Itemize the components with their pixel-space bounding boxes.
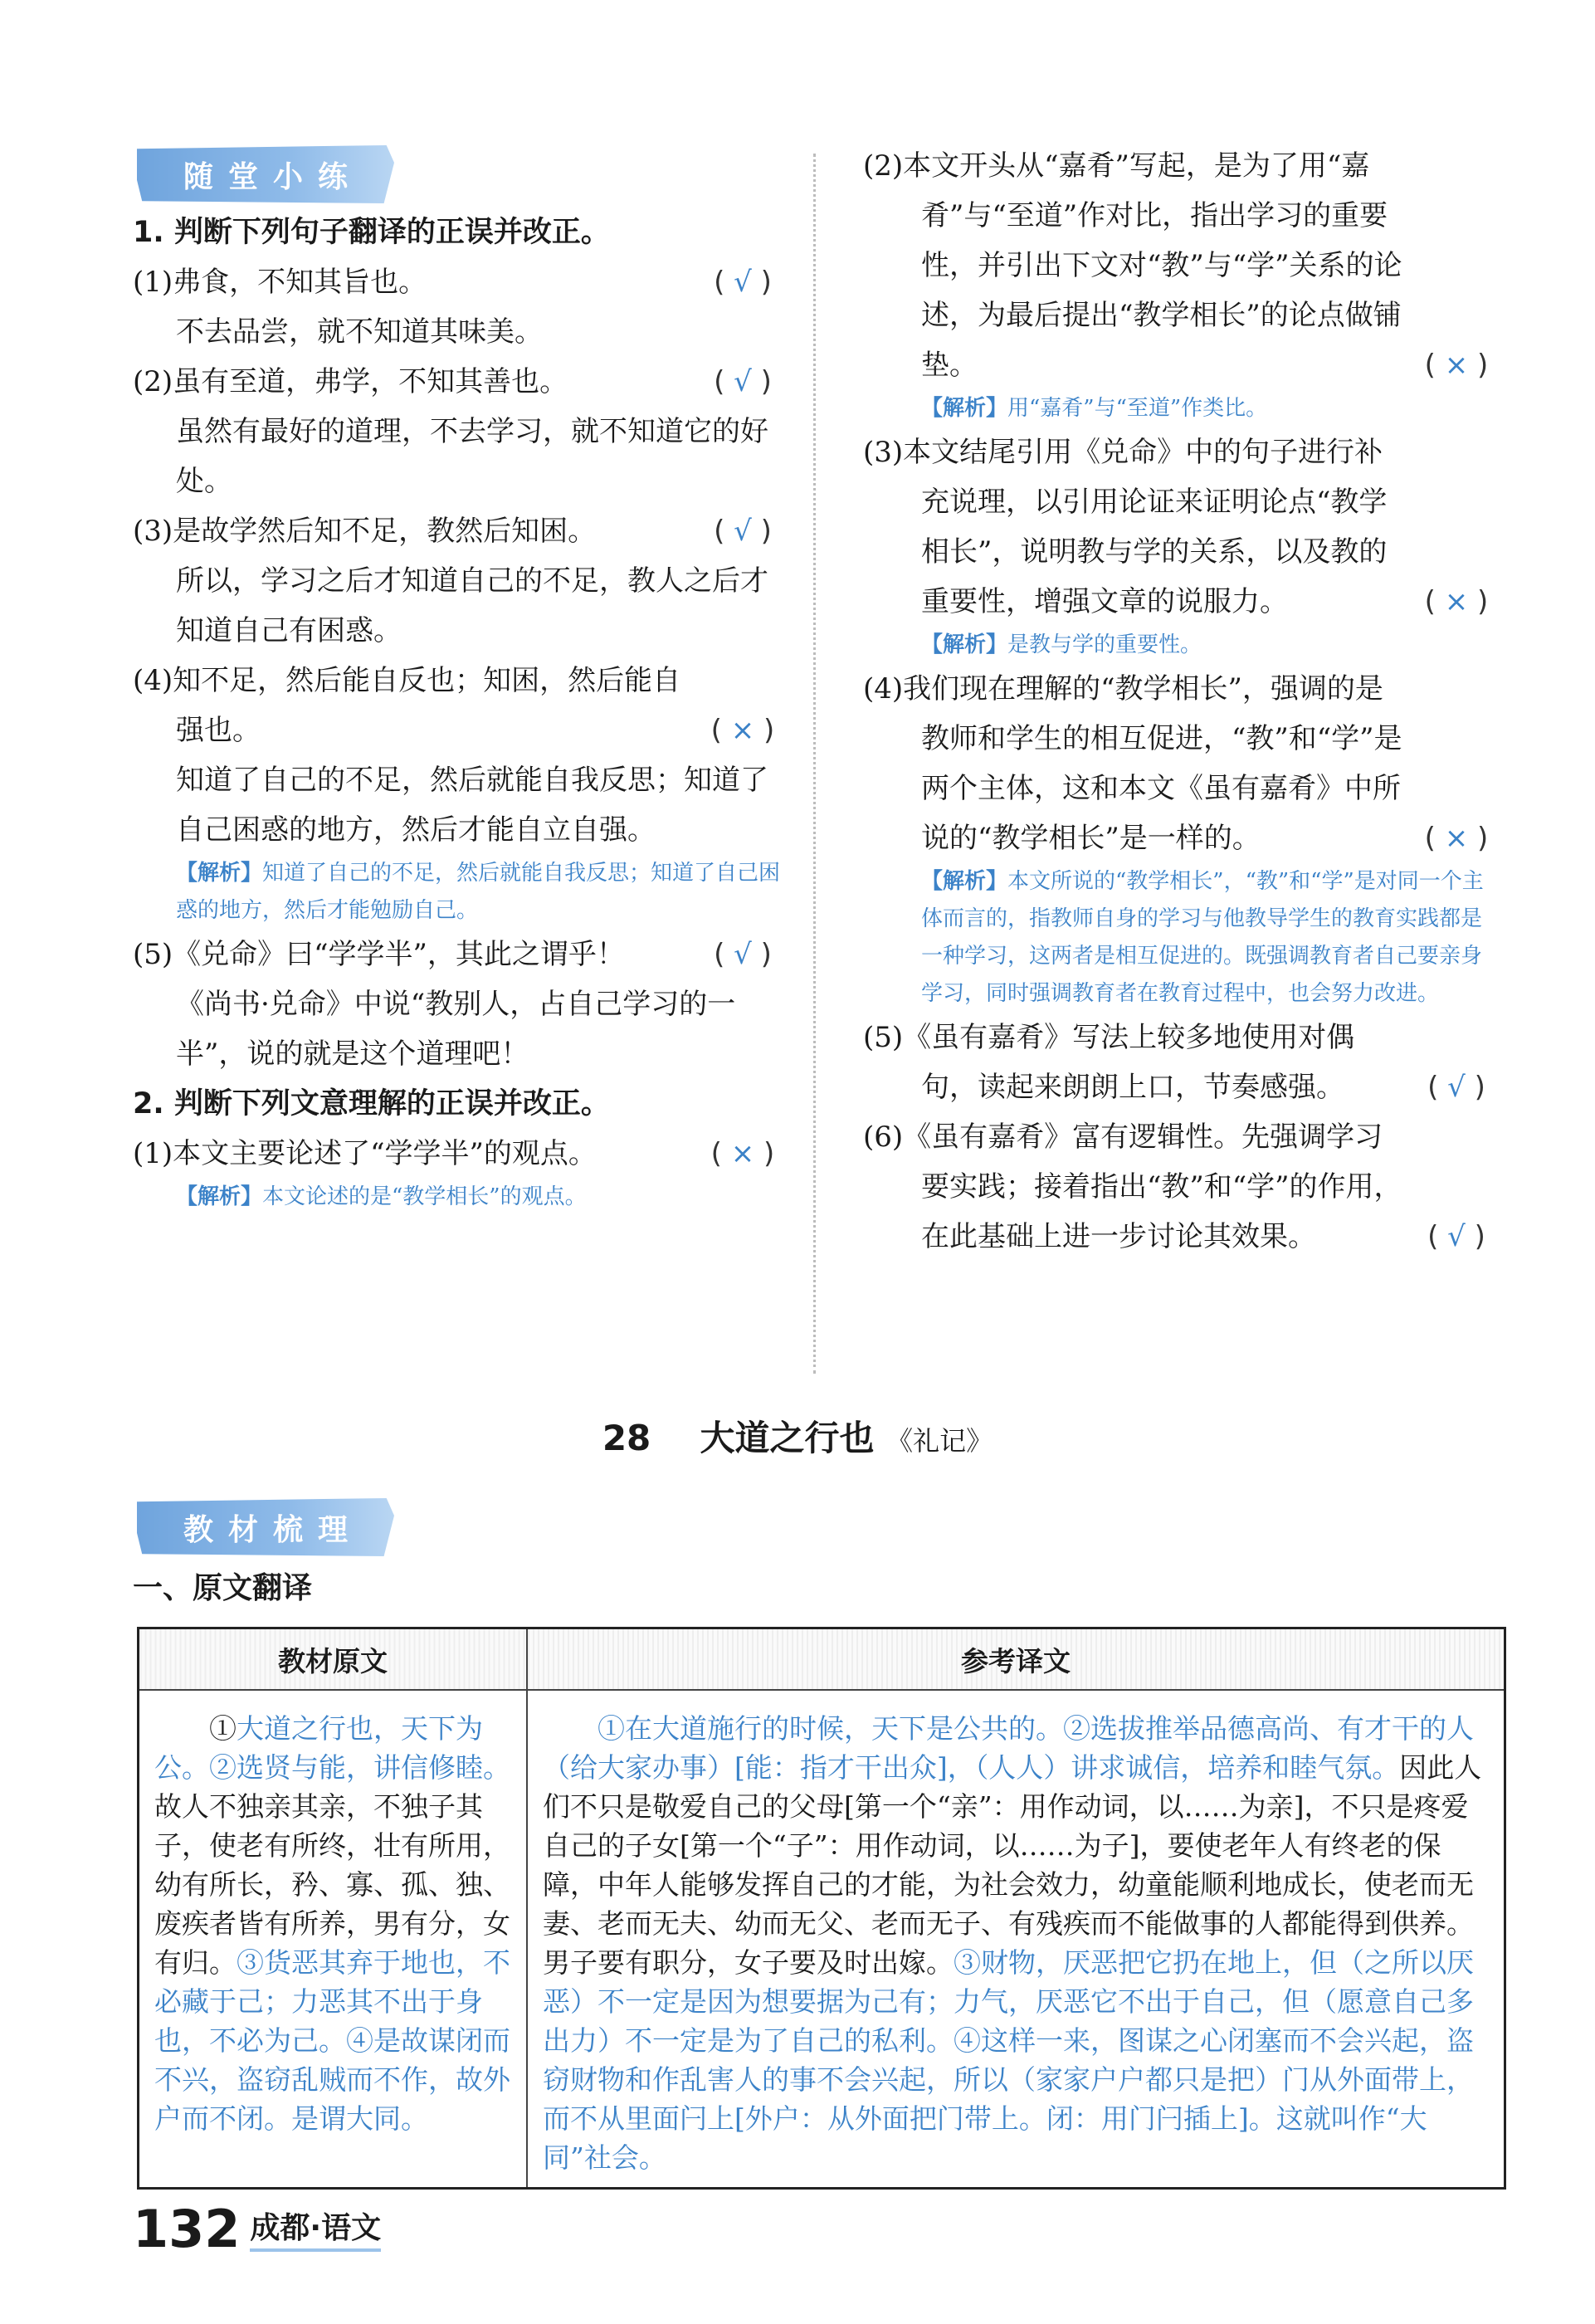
column-divider bbox=[813, 154, 816, 1374]
item-translation: 所以，学习之后才知道自己的不足，教人之后才知道自己有困惑。 bbox=[176, 564, 768, 647]
analysis-tag: 【解析】 bbox=[921, 396, 1008, 421]
item-analysis bbox=[863, 627, 1502, 664]
table-row bbox=[139, 1690, 1505, 2189]
q1-item-2 bbox=[133, 357, 788, 506]
item-translation: 虽然有最好的道理，不去学习，就不知道它的好处。 bbox=[176, 415, 768, 498]
original-segment: 故人不独亲其亲，不独子其子，使老有所终，壮有所用，幼有所长，矜、寡、孤、独、废疾者皆有所养，男有分，女有归。 bbox=[154, 1790, 510, 1979]
right-column bbox=[863, 141, 1502, 1262]
answer-mark: ( √ ) bbox=[714, 515, 772, 548]
check-mark-icon: √ bbox=[734, 365, 752, 398]
translation-segment: ①在大道施行的时候，天下是公共的。②选拔推举品德高尚、有才干的人（给大家办事）[能：指才干出众]，（人人）讲求诚信，培养和睦气氛。 bbox=[543, 1712, 1474, 1784]
answer-mark: ( √ ) bbox=[1427, 1220, 1485, 1253]
page-number: 132 bbox=[133, 2199, 241, 2259]
analysis-text: 知道了自己的不足，然后就能自我反思；知道了自己困惑的地方，然后才能勉励自己。 bbox=[176, 861, 781, 923]
item-statement: (5)《虽有嘉肴》写法上较多地使用对偶句，读起来朗朗上口，节奏感强。 bbox=[863, 1021, 1355, 1104]
question-1-title: 1. 判断下列句子翻译的正误并改正。 bbox=[133, 216, 610, 249]
answer-mark: ( √ ) bbox=[714, 938, 772, 971]
cross-mark-icon: × bbox=[730, 1137, 755, 1170]
analysis-tag: 【解析】 bbox=[176, 1184, 263, 1209]
answer-mark: ( √ ) bbox=[714, 266, 772, 299]
practice-section-badge bbox=[137, 145, 394, 203]
item-sentence: (1)弗食，不知其旨也。 bbox=[133, 266, 427, 299]
check-mark-icon: √ bbox=[1447, 1220, 1466, 1253]
answer-mark: ( × ) bbox=[710, 714, 775, 747]
lesson-name: 大道之行也 bbox=[700, 1418, 875, 1458]
badge-label: 随堂小练 bbox=[183, 159, 363, 194]
book-label: 成都·语文 bbox=[250, 2204, 381, 2252]
analysis-text: 是教与学的重要性。 bbox=[1007, 632, 1202, 657]
item-sentence: (4)知不足，然后能自反也；知困，然后能自强也。 bbox=[133, 664, 681, 747]
analysis-text: 本文所说的“教学相长”，“教”和“学”是对同一个主体而言的，指教师自身的学习与他教导学生的教育实践都是一种学习，这两者是相互促进的。既强调教育者自己要亲身学习，同时强调教育者在教育过程中，也会努力改进。 bbox=[921, 869, 1484, 1006]
original-text-cell bbox=[139, 1690, 528, 2189]
item-translation: 《尚书·兑命》中说“教别人，占自己学习的一半”，说的就是这个道理吧！ bbox=[176, 988, 736, 1071]
translation-segment: ③财物，厌恶把它扔在地上，但（之所以厌恶）不一定是因为想要据为己有；力气，厌恶它不出于自己，但（愿意自己多出力）不一定是为了自己的私利。④这样一来，图谋之心闭塞而不会兴起，盗窃财物和作乱害人的事不会兴起，所以（家家户户都只是把）门从外面带上，而不从里面闩上[外户：从外面把门带上。闭：用门闩插上]。这就叫作“大同”社会。 bbox=[543, 1946, 1474, 2174]
translation-segment: 因此人们不只是敬爱自己的父母[第一个“亲”：用作动词，以……为亲]，不只是疼爱自己的子女[第一个“子”：用作动词，以……为子]，要使老年人有终老的保障，中年人能够发挥自己的才能，为社会效力，幼童能顺利地成长，使老而无妻、老而无夫、幼而无父、老而无子、有残疾而不能做事的人都能得到供养。男子要有职分，女子要及时出嫁。 bbox=[543, 1751, 1482, 1979]
item-sentence: (5)《兑命》曰“学学半”，其此之谓乎！ bbox=[133, 938, 625, 971]
item-sentence: (3)是故学然后知不足，教然后知困。 bbox=[133, 515, 597, 548]
item-statement: (2)本文开头从“嘉肴”写起，是为了用“嘉肴”与“至道”作对比，指出学习的重要性，并引出下文对“教”与“学”关系的论述，为最后提出“教学相长”的论点做铺垫。 bbox=[863, 149, 1402, 382]
q2-item-6 bbox=[863, 1112, 1502, 1262]
q1-item-5 bbox=[133, 930, 788, 1079]
item-analysis bbox=[863, 390, 1502, 427]
item-translation: 不去品尝，就不知道其味美。 bbox=[176, 315, 543, 349]
q2-item-5 bbox=[863, 1013, 1502, 1112]
table-header-row bbox=[139, 1628, 1505, 1691]
q2-item-4 bbox=[863, 664, 1502, 1013]
lesson-title bbox=[0, 1411, 1595, 1461]
item-analysis bbox=[133, 855, 788, 930]
item-statement: (6)《虽有嘉肴》富有逻辑性。先强调学习要实践；接着指出“教”和“学”的作用，在此基础上进一步讨论其效果。 bbox=[863, 1120, 1402, 1253]
cross-mark-icon: × bbox=[1444, 585, 1469, 618]
item-analysis bbox=[133, 1179, 788, 1216]
q2-item-3 bbox=[863, 427, 1502, 664]
analysis-text: 用“嘉肴”与“至道”作类比。 bbox=[1007, 396, 1268, 421]
textbook-review-badge bbox=[137, 1498, 394, 1556]
item-statement: (3)本文结尾引用《兑命》中的句子进行补充说理，以引用论证来证明论点“教学相长”，说明教与学的关系，以及教的重要性，增强文章的说服力。 bbox=[863, 436, 1388, 618]
answer-mark: ( × ) bbox=[710, 1137, 775, 1170]
q2-item-1 bbox=[133, 1129, 788, 1216]
cross-mark-icon: × bbox=[1444, 822, 1469, 855]
check-mark-icon: √ bbox=[734, 266, 752, 299]
original-segment: ③货恶其弃于地也，不必藏于己；力恶其不出于身也，不必为己。④是故谋闭而不兴，盗窃乱贼而不作，故外户而不闭。是谓大同。 bbox=[154, 1946, 510, 2135]
item-translation: 知道了自己的不足，然后就能自我反思；知道了自己困惑的地方，然后才能自立自强。 bbox=[176, 764, 768, 847]
cross-mark-icon: × bbox=[730, 714, 755, 747]
item-statement: (1)本文主要论述了“学学半”的观点。 bbox=[133, 1137, 597, 1170]
translation-header: 参考译文 bbox=[527, 1628, 1505, 1691]
cross-mark-icon: × bbox=[1444, 349, 1469, 382]
q1-item-3 bbox=[133, 506, 788, 656]
page-footer bbox=[133, 2199, 382, 2259]
answer-mark: ( √ ) bbox=[1427, 1071, 1485, 1104]
translation-table bbox=[137, 1627, 1506, 2190]
left-column bbox=[133, 208, 788, 1216]
original-segment: 大道之行也，天下为公。②选贤与能，讲信修睦。 bbox=[154, 1712, 510, 1784]
original-text-header: 教材原文 bbox=[139, 1628, 528, 1691]
lesson-number: 28 bbox=[602, 1418, 651, 1458]
q1-item-1 bbox=[133, 257, 788, 357]
check-mark-icon: √ bbox=[734, 515, 752, 548]
analysis-tag: 【解析】 bbox=[176, 861, 263, 886]
item-sentence: (2)虽有至道，弗学，不知其善也。 bbox=[133, 365, 568, 398]
item-analysis bbox=[863, 863, 1502, 1013]
sub-heading: 一、原文翻译 bbox=[133, 1571, 313, 1605]
answer-mark: ( × ) bbox=[1424, 349, 1489, 382]
translation-cell bbox=[527, 1690, 1505, 2189]
answer-mark: ( √ ) bbox=[714, 365, 772, 398]
lesson-source: 《礼记》 bbox=[886, 1425, 993, 1457]
question-2-title: 2. 判断下列文意理解的正误并改正。 bbox=[133, 1087, 610, 1120]
badge-label: 教材梳理 bbox=[183, 1512, 363, 1547]
check-mark-icon: √ bbox=[734, 938, 752, 971]
original-segment: ① bbox=[209, 1712, 237, 1745]
answer-mark: ( × ) bbox=[1424, 822, 1489, 855]
q1-item-4 bbox=[133, 656, 788, 930]
analysis-tag: 【解析】 bbox=[921, 632, 1008, 657]
answer-mark: ( × ) bbox=[1424, 585, 1489, 618]
q2-item-2 bbox=[863, 141, 1502, 427]
check-mark-icon: √ bbox=[1447, 1071, 1466, 1104]
analysis-tag: 【解析】 bbox=[921, 869, 1008, 894]
item-statement: (4)我们现在理解的“教学相长”，强调的是教师和学生的相互促进，“教”和“学”是两个主体，这和本文《虽有嘉肴》中所说的“教学相长”是一样的。 bbox=[863, 672, 1402, 855]
analysis-text: 本文论述的是“教学相长”的观点。 bbox=[262, 1184, 587, 1209]
